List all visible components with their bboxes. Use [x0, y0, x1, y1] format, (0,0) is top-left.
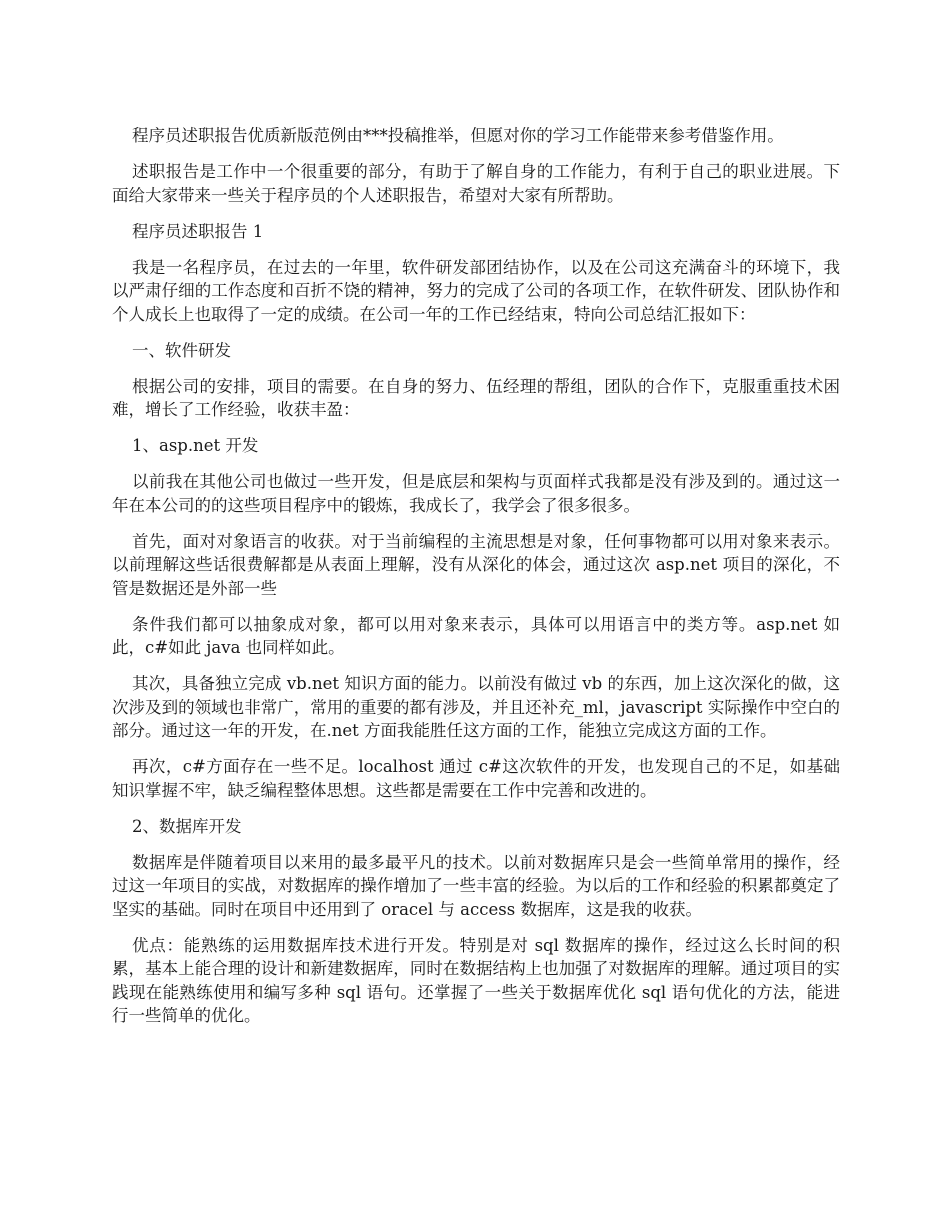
body-paragraph: 再次，c#方面存在一些不足。localhost 通过 c#这次软件的开发，也发现自己的不足，如基础知识掌握不牢，缺乏编程整体思想。这些都是需要在工作中完善和改进的。: [112, 757, 840, 800]
body-paragraph: 优点：能熟练的运用数据库技术进行开发。特别是对 sql 数据库的操作，经过这么长时间的积累，基本上能合理的设计和新建数据库，同时在数据结构上也加强了对数据库的理解。通过项目的实践现在能熟练使用和编写多种 sql 语句。还掌握了一些关于数据库优化 sql 语句优化的方法，能进行一些简单的优化。: [112, 935, 840, 1025]
intro-paragraph: 述职报告是工作中一个很重要的部分，有助于了解自身的工作能力，有利于自己的职业进展。下面给大家带来一些关于程序员的个人述职报告，希望对大家有所帮助。: [112, 162, 840, 205]
subsection-heading: 2、数据库开发: [132, 816, 242, 836]
section-heading: 一、软件研发: [132, 340, 231, 360]
document-body: [112, 124, 840, 1040]
body-paragraph: 以前我在其他公司也做过一些开发，但是底层和架构与页面样式我都是没有涉及到的。通过这一年在本公司的的这些项目程序中的锻炼，我成长了，我学会了很多很多。: [112, 472, 840, 515]
body-paragraph: 其次，具备独立完成 vb.net 知识方面的能力。以前没有做过 vb 的东西，加上这次深化的做，这次涉及到的领域也非常广，常用的重要的都有涉及，并且还补充_ml，javascript 实际操作中空白的部分。通过这一年的开发，在.net 方面我能胜任这方面的工作，能独立完成这方面的工作。: [112, 674, 840, 740]
intro-paragraph: 程序员述职报告优质新版范例由***投稿推举，但愿对你的学习工作能带来参考借鉴作用。: [132, 126, 784, 145]
body-paragraph: 数据库是伴随着项目以来用的最多最平凡的技术。以前对数据库只是会一些简单常用的操作，经过这一年项目的实战，对数据库的操作增加了一些丰富的经验。为以后的工作和经验的积累都奠定了坚实的基础。同时在项目中还用到了 oracel 与 access 数据库，这是我的收获。: [112, 852, 840, 919]
report-title: 程序员述职报告 1: [132, 221, 264, 241]
subsection-heading: 1、asp.net 开发: [132, 436, 259, 455]
body-paragraph: 条件我们都可以抽象成对象，都可以用对象来表示，具体可以用语言中的类方等。asp.net 如此，c#如此 java 也同样如此。: [112, 614, 840, 657]
body-paragraph: 我是一名程序员，在过去的一年里，软件研发部团结协作，以及在公司这充满奋斗的环境下，我以严肃仔细的工作态度和百折不饶的精神，努力的完成了公司的各项工作，在软件研发、团队协作和个人成长上也取得了一定的成绩。在公司一年的工作已经结束，特向公司总结汇报如下：: [112, 257, 840, 324]
body-paragraph: 首先，面对对象语言的收获。对于当前编程的主流思想是对象，任何事物都可以用对象来表示。以前理解这些话很费解都是从表面上理解，没有从深化的体会，通过这次 asp.net 项目的深化，不管是数据还是外部一些: [112, 531, 840, 598]
body-paragraph: 根据公司的安排，项目的需要。在自身的努力、伍经理的帮组，团队的合作下，克服重重技术困难，增长了工作经验，收获丰盈：: [112, 376, 840, 419]
